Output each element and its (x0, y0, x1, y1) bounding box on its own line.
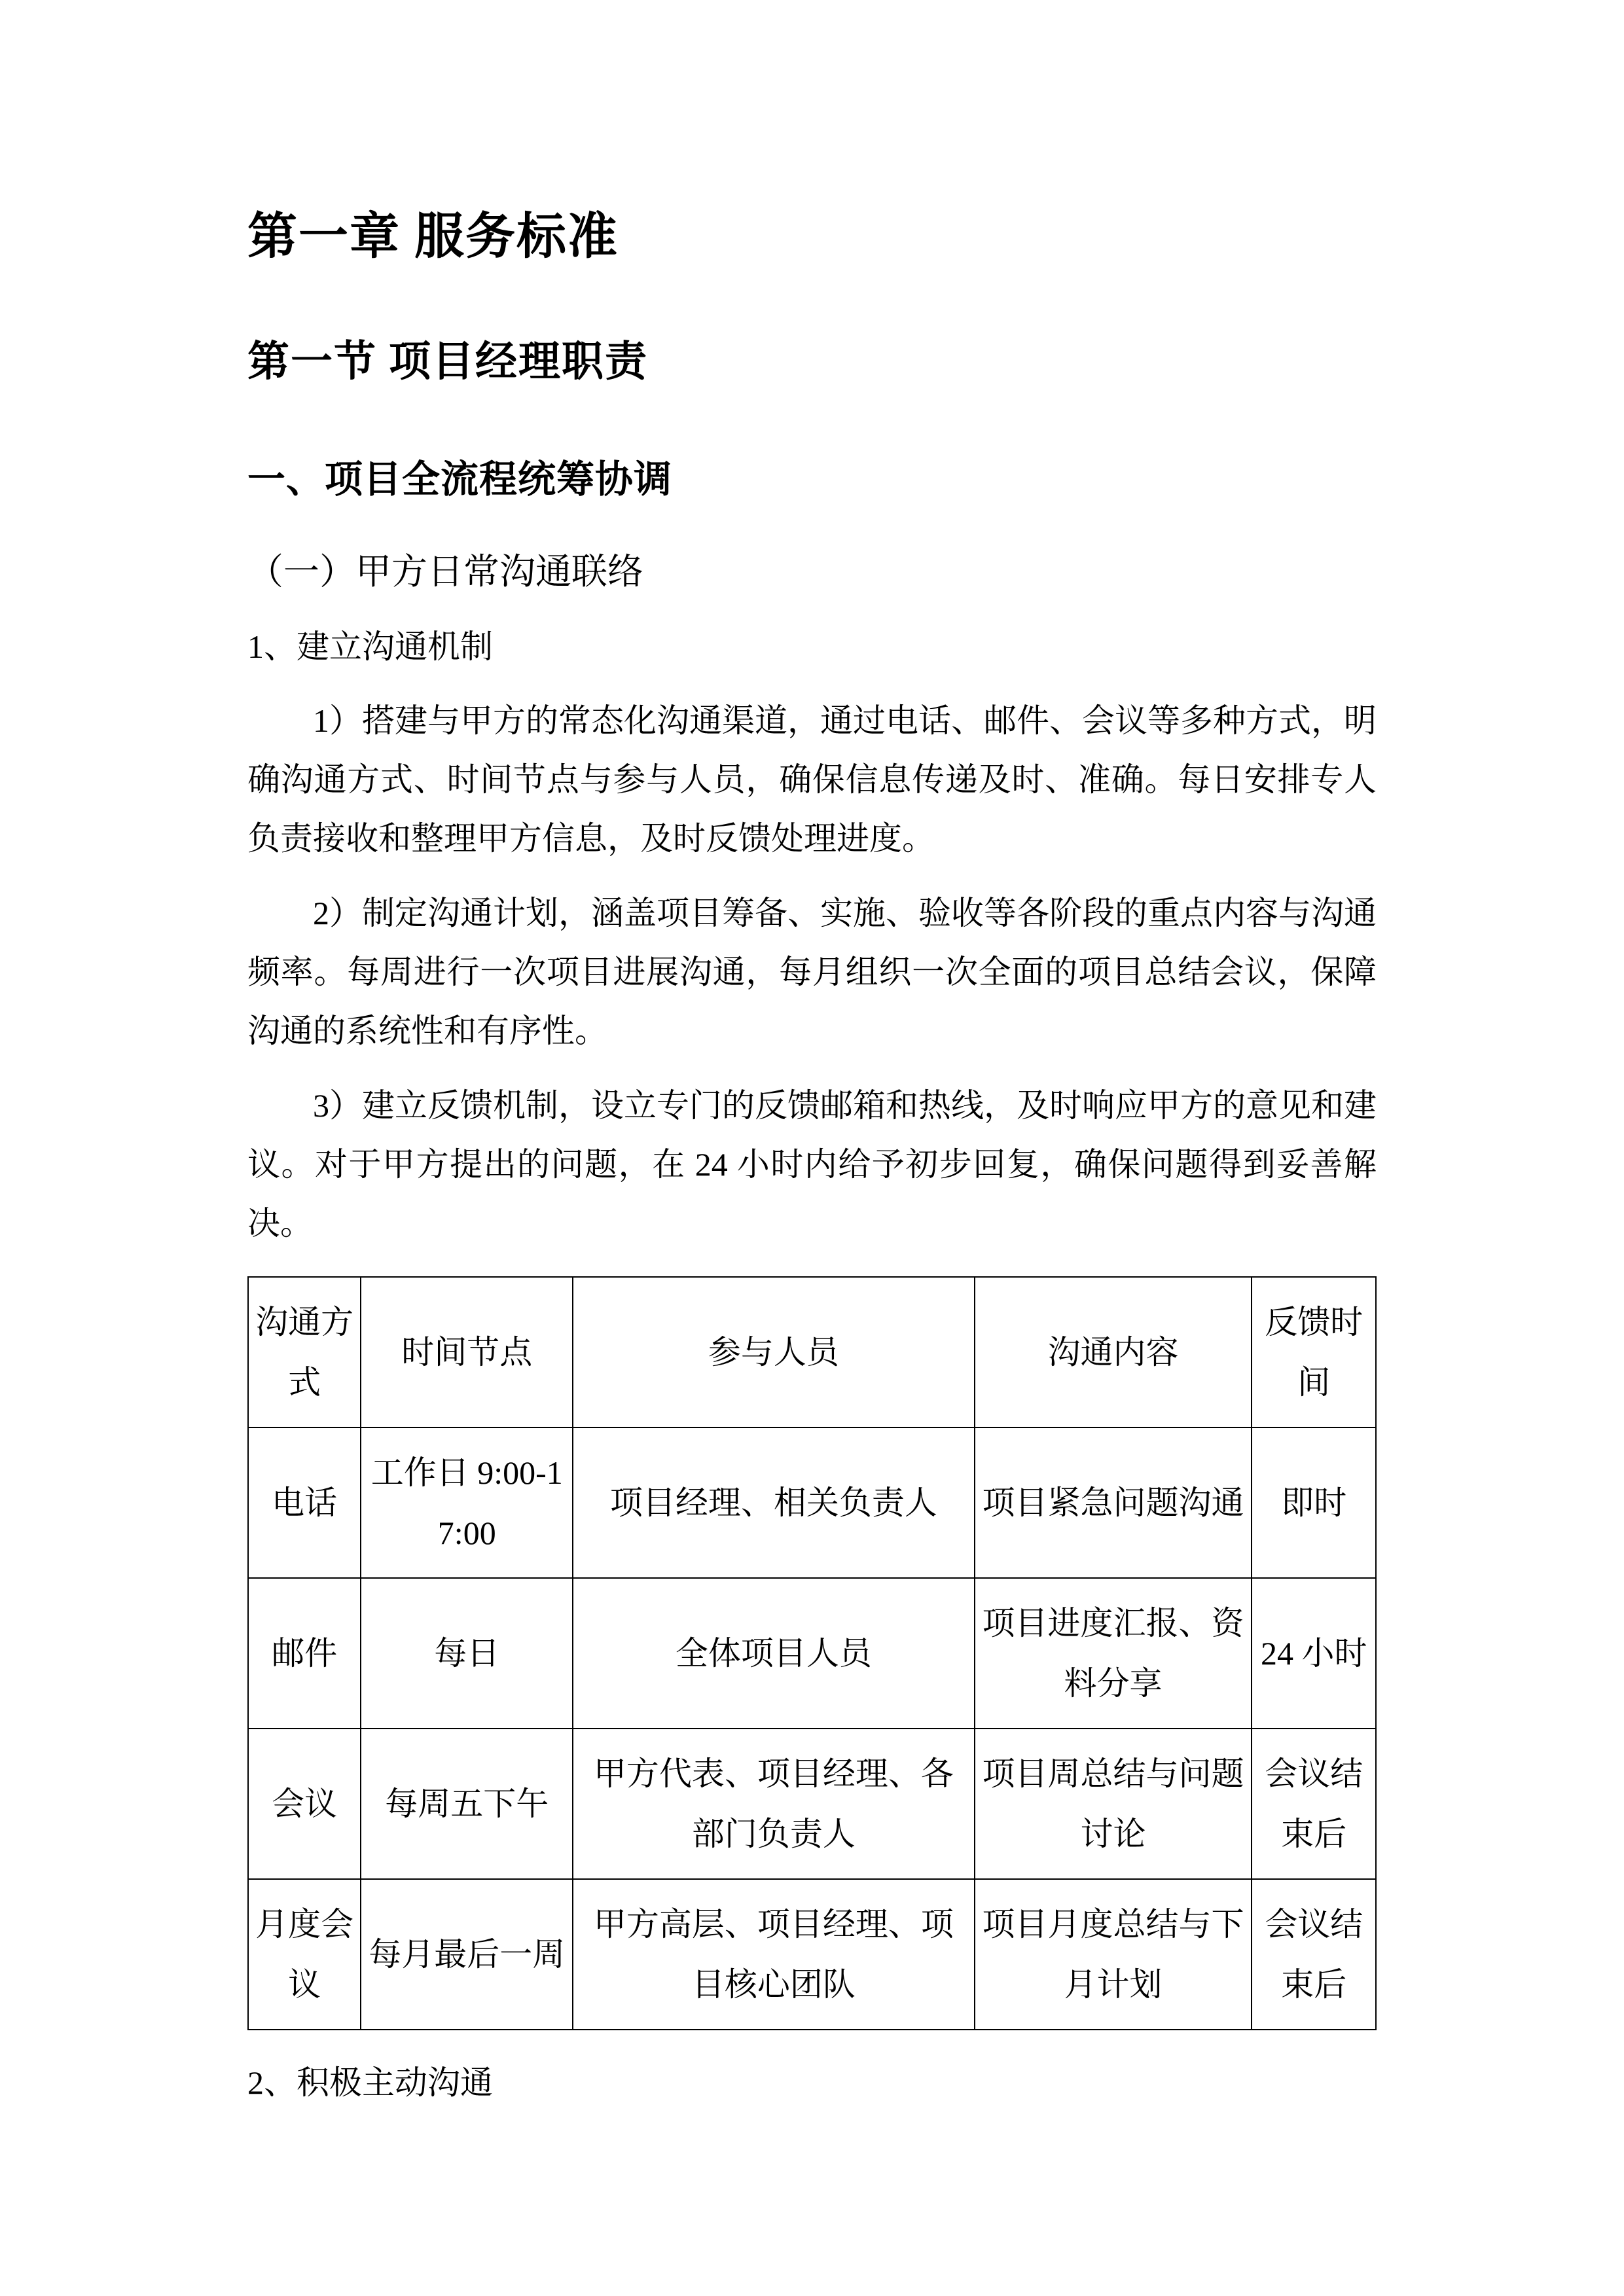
table-header-cell-participants: 参与人员 (573, 1277, 974, 1427)
table-cell: 月度会议 (248, 1879, 361, 2030)
paragraph-1: 1）搭建与甲方的常态化沟通渠道，通过电话、邮件、会议等多种方式，明确沟通方式、时间节点与参与人员，确保信息传递及时、准确。每日安排专人负责接收和整理甲方信息，及时反馈处理进度。 (247, 702, 1377, 857)
table-cell: 甲方代表、项目经理、各部门负责人 (573, 1729, 974, 1879)
table-cell: 会议 (248, 1729, 361, 1879)
table-cell: 即时 (1252, 1427, 1376, 1578)
table-header-cell-time: 时间节点 (361, 1277, 573, 1427)
table-header-cell-feedback: 反馈时间 (1252, 1277, 1376, 1427)
table-header-cell-method: 沟通方式 (248, 1277, 361, 1427)
table-cell: 每周五下午 (361, 1729, 573, 1879)
heading-level-1: 一、项目全流程统筹协调 (247, 458, 673, 501)
table-cell: 项目周总结与问题讨论 (975, 1729, 1252, 1879)
table-row-monthly-meeting (248, 1879, 1376, 2030)
table-cell: 每月最后一周 (361, 1879, 573, 2030)
table-row-phone (248, 1427, 1376, 1578)
table-cell: 工作日 9:00-17:00 (361, 1427, 573, 1578)
communication-table (247, 1276, 1377, 2030)
table-header-cell-content: 沟通内容 (975, 1277, 1252, 1427)
table-cell: 电话 (248, 1427, 361, 1578)
paragraph-2: 2）制定沟通计划，涵盖项目筹备、实施、验收等各阶段的重点内容与沟通频率。每周进行一次项目进展沟通，每月组织一次全面的项目总结会议，保障沟通的系统性和有序性。 (247, 895, 1377, 1049)
table-row-meeting (248, 1729, 1376, 1879)
table-header-row (248, 1277, 1376, 1427)
numbered-item-1: 1、建立沟通机制 (247, 628, 493, 665)
section-title: 第一节 项目经理职责 (247, 338, 648, 385)
heading-level-2: （一）甲方日常沟通联络 (247, 552, 644, 592)
table-cell: 会议结束后 (1252, 1879, 1376, 2030)
paragraph-3: 3）建立反馈机制，设立专门的反馈邮箱和热线，及时响应甲方的意见和建议。对于甲方提出的问题，在 24 小时内给予初步回复，确保问题得到妥善解决。 (247, 1087, 1377, 1242)
chapter-title: 第一章 服务标准 (247, 209, 619, 264)
table-cell: 24 小时 (1252, 1578, 1376, 1729)
table-cell: 项目月度总结与下月计划 (975, 1879, 1252, 2030)
table-cell: 每日 (361, 1578, 573, 1729)
numbered-item-2: 2、积极主动沟通 (247, 2064, 493, 2101)
table-cell: 项目紧急问题沟通 (975, 1427, 1252, 1578)
table-cell: 会议结束后 (1252, 1729, 1376, 1879)
table-cell: 项目经理、相关负责人 (573, 1427, 974, 1578)
table-cell: 邮件 (248, 1578, 361, 1729)
table-cell: 项目进度汇报、资料分享 (975, 1578, 1252, 1729)
table-cell: 甲方高层、项目经理、项目核心团队 (573, 1879, 974, 2030)
table-cell: 全体项目人员 (573, 1578, 974, 1729)
table-row-email (248, 1578, 1376, 1729)
